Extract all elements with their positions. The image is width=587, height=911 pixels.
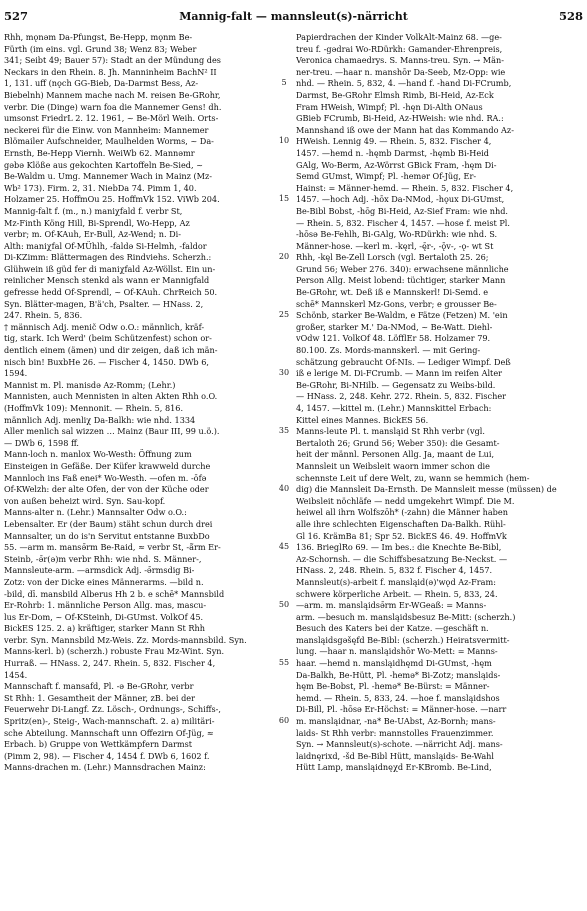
text-line: großer, starker M.' Da-NMod, ~ Be-Watt. Diehl- — [296, 321, 493, 332]
text-line: nhd. — Rhein. 5, 832, 4. —hand f. -hand Di-FCrumb, — [296, 78, 512, 89]
left-page-number: 527 — [4, 9, 29, 23]
text-line: Schönb, starker Be-Waldm, e Fätze (Fetzen) M. 'ein — [296, 310, 508, 321]
text-line: dentlich einem (ämen) und dir zeigen, daß ich män- — [4, 345, 218, 356]
text-line: Manns-kerl. b) (scherzh.) robuste Frau Mz-Wint. Syn. — [4, 646, 225, 657]
text-line: umsonst FriedrL 2. 12. 1961, ~ Be-Mörl Weih. Orts- — [4, 113, 219, 124]
text-line: Alth: maniχfal Of-MÜhlh, -faldǝ Si-Helmh, -faldor — [4, 240, 207, 251]
text-line: Mannshand iß owe der Mann hat das Kommando Az- — [296, 124, 514, 135]
text-line: Syn. Blätter-magen, B'ä'ch, Psalter. — HNass. 2, — [4, 298, 204, 309]
text-line: BickES 125. 2. a) kräftiger, starker Mann St Rhh — [4, 623, 205, 634]
text-line: Mannig-falt f. (m., n.) maniχfald f. verbr St, — [4, 205, 183, 216]
line-number: 15 — [278, 194, 290, 204]
text-line: Mann-loch n. manlox Wo-Westh: Öffnung zum — [4, 449, 192, 460]
line-number: 60 — [278, 716, 290, 726]
text-line: 4, 1457. —kittel m. (Lehr.) Mannskittel Erbach: — [296, 403, 492, 413]
text-line: Manns-alter n. (Lehr.) Mannsalter Odw o.O.: — [4, 507, 187, 518]
text-line: Spritz(en)-, Steig-, Wach-mannschaft. 2. a) militäri- — [4, 716, 215, 727]
text-line: treu f. -gǝdrai Wo-RDürkh: Gamander-Ehrenpreis, — [296, 43, 503, 54]
text-line: HNass. 2, 248. Rhein. 5, 832 f. Fischer 4, 1457. — [296, 565, 493, 576]
text-line: Rhh, -kęl Be-Zell Lorsch (vgl. Bertaloth 25. 26; — [296, 252, 489, 263]
text-line: lus Er-Dom, ~ Of-KSteinh, Di-GUmst. VolkOf 45. — [4, 611, 204, 622]
text-line: 136. BrieglRo 69. — Im bes.: die Knechte Be-Bibl, — [296, 542, 502, 553]
running-title: Mannig-falt — mannsleut(s)-närricht — [179, 9, 408, 23]
text-line: 55. —arm m. mansǝ̄rm Be-Raid, ≈ verbr St, -ā̃rm Er- — [4, 542, 221, 553]
text-line: Mannloch ins Faß enei* Wo-Westh. —ofen m. -ōfǝ — [4, 472, 207, 483]
text-line: St Rhh: 1. Gesamtheit der Männer, zB. bei der — [4, 692, 195, 703]
text-line: Da-Balkh, Be-Hütt, Pl. -hemǝ* Bi-Zotz; mansląids- — [296, 669, 501, 680]
text-line: Papierdrachen der Kinder VolkAlt-Mainz 68. —ge- — [296, 32, 502, 42]
text-line: mansląidsgǝšęfd Be-Bibl: (scherzh.) Heiratsvermitt- — [296, 634, 510, 645]
line-number: 45 — [278, 542, 290, 552]
line-number-gutter — [274, 32, 294, 911]
text-line: Be-GRohr, wt. Deß iß e Mannskerl! Di-Semd. e — [296, 287, 489, 298]
text-line: Holzamer 25. HoffmOu 25. HoffmVk 152. ViWb 204. — [4, 194, 220, 205]
text-line: Feuerwehr Di-Langf. Zz. Lösch-, Ordnungs-, Schiffs-, — [4, 704, 221, 715]
right-page-number: 528 — [558, 9, 583, 23]
text-line: 1457. —hoch Adj. -hōx Da-NMod, -hǫux Di-GUmst, — [296, 194, 505, 205]
text-line: (HoffmVk 109): Mennonit. — Rhein. 5, 816. — [4, 403, 184, 413]
text-line: verbr. Die (Dinge) warn foa die Mannemer Gens! dh. — [4, 101, 222, 112]
text-line: Semd GUmst, Wimpf; Pl. -hemǝr Of-Jüg, Er- — [296, 171, 477, 182]
text-line: HWeish. Lennig 49. — Rhein. 5, 832. Fischer 4, — [296, 136, 492, 147]
text-line: — DWb 6, 1598 ff. — [4, 437, 80, 448]
line-number: 5 — [281, 78, 287, 88]
text-line: Fürth (im eins. vgl. Grund 38; Wenz 83; Weber — [4, 43, 197, 54]
text-line: -bild, dī. mansbild Alberus Hh 2 b. e schē* Mannsbild — [4, 588, 225, 599]
text-line: von außen beheizt wird. Syn. Sau-kopf. — [4, 495, 166, 506]
text-line: Hurraß. — HNass. 2, 247. Rhein. 5, 832. Fischer 4, — [4, 658, 216, 669]
text-line: dig) die Mannsleit Da-Ernsth. De Mannsleit messe (müssen) de — [296, 484, 557, 495]
text-line: 1594. — [4, 368, 28, 379]
text-line: Hainst: = Männer-hemd. — Rhein. 5, 832. Fischer 4, — [296, 182, 514, 193]
text-line: laids- St Rhh verbr: mannstolles Frauenzimmer. — [296, 727, 494, 738]
text-line: Fram HWeish, Wimpf; Pl. -hęn Di-Alth ONaus — [296, 101, 483, 112]
text-line: —arm. m. mansląidsǝ̄rm Er-WGeaß: = Manns- — [296, 600, 487, 611]
text-line: schē* Mannskerl Mz-Gons, verbr; e grousser Be- — [296, 298, 497, 309]
text-line: Glühwein iß güd fer di maniχfald Az-Wöllst. Ein un- — [4, 263, 216, 274]
text-line: verbr; m. Of-KAuh, Er-Bull, Az-Wend; n. Di- — [4, 229, 182, 240]
text-line: alle ihre schlechten Eigenschaften Da-Balkh. Rühl- — [296, 518, 506, 529]
text-line: Mannist m. Pl. manisdǝ Az-Romm; (Lehr.) — [4, 379, 176, 390]
text-line: Be-GRohr, Bi-NHilb. — Gegensatz zu Weibs-bild. — [296, 379, 496, 390]
text-line: Mannschaft f. mansafd, Pl. -ǝ Be-GRohr, verbr — [4, 681, 194, 692]
text-line: 247. Rhein. 5, 836. — [4, 310, 83, 321]
text-line: Mannsleut(s)-arbeit f. mansląid(ǝ)'wǫd Az-Fram: — [296, 576, 496, 587]
line-number: 55 — [278, 658, 290, 668]
text-line: arm. —besuch m. mansląidsbesuz Be-Mitt: (scherzh.) — [296, 611, 516, 622]
text-line: Mannsleute-arm. —armsdick Adj. -ǝ̄rmsdig Bi- — [4, 565, 195, 576]
text-line: 341; Seibt 49; Bauer 57): Stadt an der Mündung des — [4, 55, 221, 66]
page-header — [4, 6, 583, 26]
text-line: männlich Adj. menliχ Da-Balkh: wie nhd. 1334 — [4, 414, 196, 425]
text-line: Be-Bibl Bobst, -hōg Bi-Heid, Az-Sief Fram: wie nhd. — [296, 205, 509, 216]
text-line: Mannsalter, un do is'n Servitut entstanne BuxbDo — [4, 530, 210, 541]
text-line: reinlicher Mensch stenkd als wann er Mannigfald — [4, 275, 210, 286]
text-line: heiwel all ihrn Wolfszōh* (-zahn) die Männer haben — [296, 507, 508, 518]
text-line: Person Allg. Meist lobend: tüchtiger, starker Mann — [296, 275, 506, 286]
text-line: Darmst, Be-GRohr Elmsh Rimb, Bi-Heid, Az-Eck — [296, 89, 494, 100]
text-line: Lebensalter. Er (der Baum) stäht schun durch drei — [4, 518, 213, 529]
text-line: Besuch des Katers bei der Katze. —geschäft n. — [296, 623, 489, 634]
text-line: vOdw 121. VolkOf 48. LöfflEr 58. Holzamer 79. — [296, 333, 491, 344]
text-line: Di-KZimm: Blättermagen des Rindviehs. Scherzh.: — [4, 252, 212, 263]
text-line: verbr. Syn. Mannsbild Mz-Weis. Zz. Mords-mannsbild. Syn. — [4, 634, 247, 645]
text-line: Manns-leute Pl. t. mansląid St Rhh verbr (vgl. — [296, 426, 485, 437]
text-line: schennste Leit uf dere Welt, zu, wann se hemmich (hem- — [296, 472, 530, 483]
text-line: Bertaloth 26; Grund 56; Weber 350): die Gesamt- — [296, 437, 500, 448]
line-number: 25 — [278, 310, 290, 320]
text-line: Syn. → Mannsleut(s)-schote. —närricht Adj. mans- — [296, 739, 503, 750]
text-line: Rhh, mǫnǝm Da-Pfungst, Be-Hepp, mǫnm Be- — [4, 32, 193, 42]
text-line: Aller menlich sal wizzen … Mainz (Baur III, 99 u.ö.). — [4, 426, 220, 437]
text-line: — Rhein. 5, 832. Fischer 4, 1457. —hose f. meist Pl. — [296, 217, 510, 228]
text-line: neckerei für die Einw. von Mannheim: Mannemer — [4, 124, 209, 135]
text-line: Hütt Lamp, mansląidnęχd Er-KBromb. Be-Lind, — [296, 762, 492, 773]
text-line: iß e lerige M. Di-FCrumb. — Mann im reifen Alter — [296, 368, 503, 379]
text-line: Be-Waldm u. Umg. Mannemer Wach in Mainz (Mz- — [4, 171, 213, 182]
text-line: Veronica chamaedrys. S. Manns-treu. Syn. → Män- — [296, 55, 504, 66]
line-number: 35 — [278, 426, 290, 436]
text-line: GBieb FCrumb, Bi-Heid, Az-HWeish: wie nhd. RA.: — [296, 113, 504, 124]
text-line: Weibsleit nöchläfe — nedd umgekehrt Wimpf. Die M. — [296, 495, 515, 506]
text-line: -hōsǝ Be-Fehlh, Bi-GAlg, Wo-RDürkh: wie nhd. S. — [296, 229, 498, 240]
text-line: Wb² 173). Firm. 2, 31. NiebDa 74. Pimm 1, 40. — [4, 182, 197, 193]
text-line: Manns-drachen m. (Lehr.) Mannsdrachen Mainz: — [4, 762, 206, 773]
text-line: 1457. —hemd n. -hęmb Darmst, -hęmb Bi-Heid — [296, 147, 490, 158]
text-line: Ernsth, Be-Hepp Viernh. WeiWb 62. Mannǝmr — [4, 147, 195, 158]
text-line: Mannisten, auch Mennisten in alten Akten Rhh o.O. — [4, 391, 218, 402]
text-line: hęm Be-Bobst, Pl. -hemǝ* Be-Bürst: = Männer- — [296, 681, 490, 692]
text-line: † männisch Adj. menič Odw o.O.: männlich, kräf- — [4, 321, 205, 332]
text-line: nisch bin! BuxbHe 26. — Fischer 4, 1450. DWb 6, — [4, 356, 209, 367]
text-line: Mz-Finth Köng Hill, Bi-Sprendl, Wo-Hepp, Az — [4, 217, 190, 228]
text-line: 80.100. Zs. Mords-mannskerl. — mit Gering- — [296, 345, 481, 356]
text-line: Er-Rohrb: 1. männliche Person Allg. mas, mascu- — [4, 600, 207, 611]
text-line: 1454. — [4, 669, 28, 680]
text-line: gǝbǝ Klöße aus gekochten Kartoffeln Be-Sied, ~ — [4, 159, 203, 170]
text-line: Mannsleit un Weibsleit waorn immer schon die — [296, 460, 490, 471]
text-line: Di-Bill, Pl. -hōsǝ Er-Höchst: = Männer-hose. —narr — [296, 704, 507, 715]
text-line: Kittel eines Mannes. BickES 56. — [296, 414, 429, 425]
left-column — [4, 32, 272, 909]
line-number: 20 — [278, 252, 290, 262]
text-line: — HNass. 2, 248. Kehr. 272. Rhein. 5, 832. Fischer — [296, 391, 507, 402]
text-line: GAlg, Wo-Berm, Az-Wörrst GBick Fram, -hęm Di- — [296, 159, 497, 170]
text-line: ner-treu. —haar n. manshōr Da-Seeb, Mz-Opp: wie — [296, 66, 506, 77]
text-line: haar. —hemd n. mansląidhęmd Di-GUmst, -hęm — [296, 658, 492, 669]
text-line: (Pimm 2, 98). — Fischer 4, 1454 f. DWb 6, 1602 f. — [4, 750, 210, 761]
text-line: Zotz: von der Dicke eines Männerarms. —bild n. — [4, 576, 204, 587]
text-line: Neckars in den Rhein. 8. Jh. Manninheim BachN² II — [4, 66, 217, 77]
text-line: gefresse hedd Of-Sprendl, ~ Of-KAuh. ChrReich 50. — [4, 287, 218, 298]
line-number: 50 — [278, 600, 290, 610]
text-line: schätzung gebraucht Of-NIs. — Lediger Wimpf. Deß — [296, 356, 511, 367]
text-line: Biebelnh) Mannem mache nach M. reisen Be-GRohr, — [4, 89, 221, 100]
text-line: lung. —haar n. mansląidshōr Wo-Mett: = Manns- — [296, 646, 498, 657]
text-line: sche Abteilung. Mannschaft unn Offezirn Of-Jüg, ≈ — [4, 727, 214, 738]
text-line: Blömailer Aufschneider, Maulhelden Worms, ~ Da- — [4, 136, 214, 147]
text-line: tig, stark. Ich Werd' (beim Schützenfest) schon or- — [4, 333, 212, 344]
text-line: Einsteigen in Gefäße. Der Küfer krawweld durche — [4, 460, 211, 471]
line-number: 30 — [278, 368, 290, 378]
text-line: m. mansląidnar, -na* Be-UAbst, Az-Bornh; mans- — [296, 716, 496, 727]
text-line: laidnęrixd, -šd Be-Bibl Hütt, mansląids- Be-Wahl — [296, 750, 494, 761]
right-column — [296, 32, 580, 909]
text-line: Männer-hose. —kerl m. -kęrl, -ę̄r-, -ǭv-, -ǫ- wt St — [296, 240, 494, 251]
line-number: 10 — [278, 136, 290, 146]
text-line: schwere körperliche Arbeit. — Rhein. 5, 833, 24. — [296, 588, 498, 599]
text-line: hemd. — Rhein. 5, 833, 24. —hoe f. mansląidshos — [296, 692, 500, 703]
text-line: Erbach. b) Gruppe von Wettkämpfern Darmst — [4, 739, 193, 750]
text-line: Steinb, -ǝ̄r(ǝ)m verbr Rhh: wie nhd. S. Männer-, — [4, 553, 202, 564]
text-line: heit der männl. Personen Allg. Ja, maant de Lui, — [296, 449, 495, 460]
text-line: 1, 131. uff (nǫch GG-Bieb, Da-Darmst Bess, Az- — [4, 78, 199, 89]
text-line: Gl 16. KrämBa 81; Spr 52. BickES 46. 49. HoffmVk — [296, 530, 507, 541]
text-line: Az-Schornsh. — die Schiffsbesatzung Be-Neckst. — — [296, 553, 508, 564]
line-number: 40 — [278, 484, 290, 494]
text-line: Grund 56; Weber 276. 340): erwachsene männliche — [296, 263, 509, 274]
text-line: Of-KWelzh: der alte Ofen, der von der Küche oder — [4, 484, 209, 495]
